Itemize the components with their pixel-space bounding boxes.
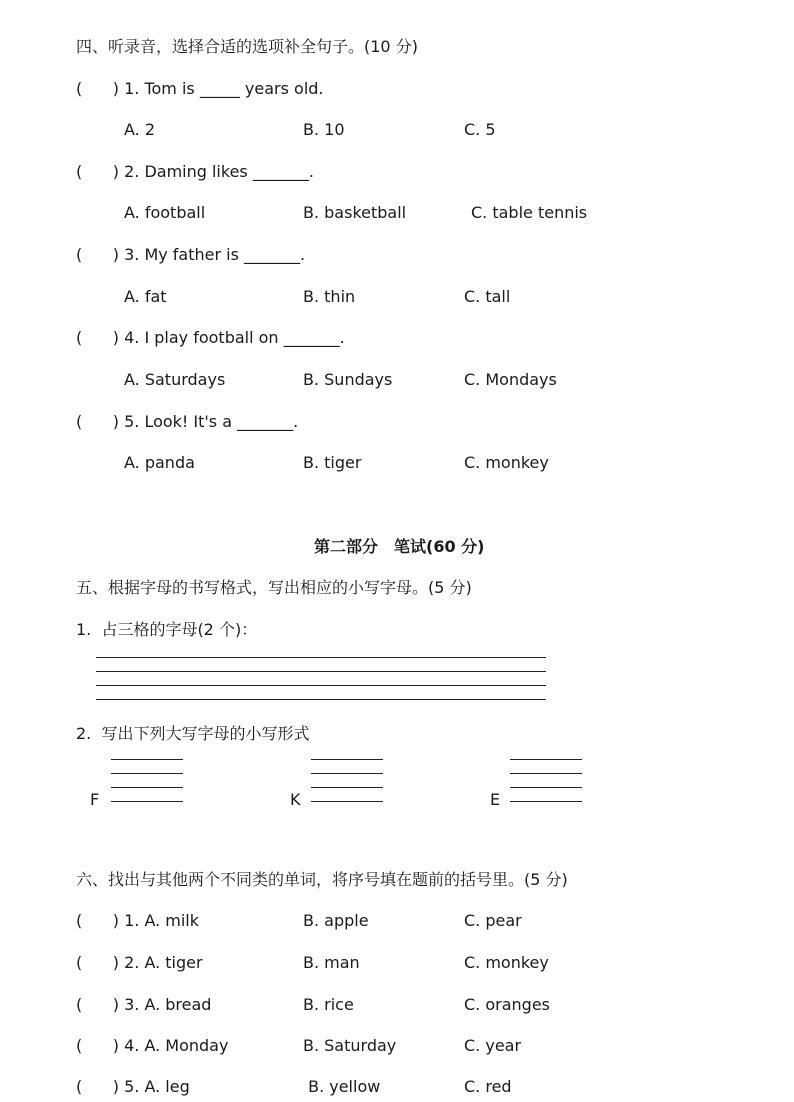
option-a: ( ) 3. A. bread <box>76 995 212 1014</box>
option-b: B. tiger <box>303 453 362 472</box>
option-c: C. 5 <box>464 120 496 139</box>
question-stem: ( ) 2. Daming likes _______. <box>76 162 314 181</box>
option-c: C. year <box>464 1036 522 1055</box>
option-b: B. basketball <box>303 203 407 222</box>
writing-line <box>111 787 183 788</box>
part-2-title: 第二部分 笔试(60 分) <box>314 537 485 556</box>
writing-line <box>510 759 582 760</box>
writing-line <box>311 773 383 774</box>
section-5-q1: 1. 占三格的字母(2 个)： <box>76 620 258 639</box>
writing-line <box>111 759 183 760</box>
section-5-q2: 2. 写出下列大写字母的小写形式 <box>76 724 310 743</box>
uppercase-letter: F <box>90 790 100 809</box>
writing-line <box>311 759 383 760</box>
option-a: ( ) 1. A. milk <box>76 911 200 930</box>
writing-line <box>510 773 582 774</box>
writing-line <box>111 773 183 774</box>
option-c: C. red <box>464 1077 512 1096</box>
option-a: ( ) 4. A. Monday <box>76 1036 229 1055</box>
option-a: ( ) 2. A. tiger <box>76 953 203 972</box>
option-b: B. yellow <box>303 1077 381 1096</box>
writing-line <box>96 657 546 658</box>
question-stem: ( ) 3. My father is _______. <box>76 245 306 264</box>
writing-line <box>510 801 582 802</box>
question-stem: ( ) 5. Look! It's a _______. <box>76 412 299 431</box>
writing-line <box>311 801 383 802</box>
option-c: C. monkey <box>464 453 549 472</box>
option-b: B. apple <box>303 911 369 930</box>
section-6-title: 六、找出与其他两个不同类的单词，将序号填在题前的括号里。(5 分) <box>76 870 568 889</box>
option-c: C. oranges <box>464 995 550 1014</box>
option-c: C. pear <box>464 911 522 930</box>
uppercase-letter: E <box>490 790 501 809</box>
option-b: B. Saturday <box>303 1036 397 1055</box>
writing-line <box>311 787 383 788</box>
writing-line <box>96 671 546 672</box>
option-a: A. Saturdays <box>124 370 226 389</box>
option-b: B. 10 <box>303 120 345 139</box>
question-stem: ( ) 4. I play football on _______. <box>76 328 345 347</box>
uppercase-letter: K <box>290 790 301 809</box>
option-a: A. 2 <box>124 120 156 139</box>
option-c: C. tall <box>464 287 511 306</box>
option-b: B. Sundays <box>303 370 393 389</box>
option-a: ( ) 5. A. leg <box>76 1077 190 1096</box>
option-c: C. table tennis <box>471 203 588 222</box>
question-stem: ( ) 1. Tom is _____ years old. <box>76 79 324 98</box>
option-b: B. man <box>303 953 360 972</box>
writing-line <box>111 801 183 802</box>
writing-line <box>96 685 546 686</box>
section-4-title: 四、听录音，选择合适的选项补全句子。(10 分) <box>76 37 418 56</box>
option-a: A. football <box>124 203 206 222</box>
option-a: A. panda <box>124 453 195 472</box>
writing-line <box>96 699 546 700</box>
option-c: C. Mondays <box>464 370 557 389</box>
option-b: B. rice <box>303 995 354 1014</box>
section-5-title: 五、根据字母的书写格式，写出相应的小写字母。(5 分) <box>76 578 472 597</box>
option-c: C. monkey <box>464 953 549 972</box>
option-b: B. thin <box>303 287 356 306</box>
option-a: A. fat <box>124 287 167 306</box>
writing-line <box>510 787 582 788</box>
